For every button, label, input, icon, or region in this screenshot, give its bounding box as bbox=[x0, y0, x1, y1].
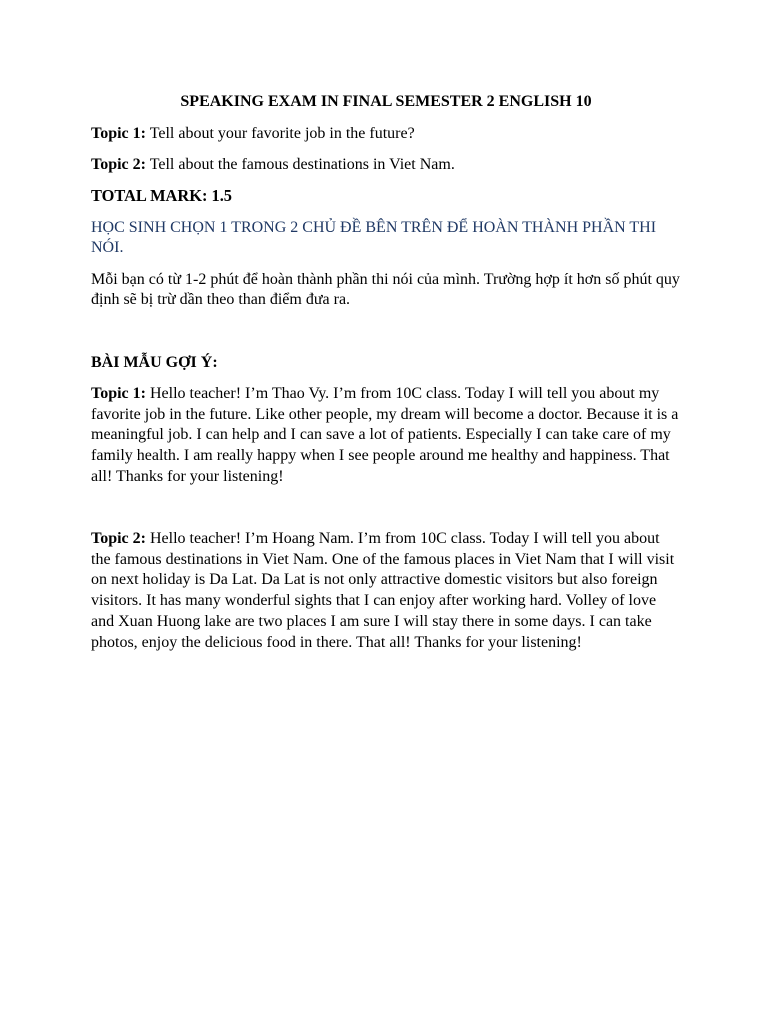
topic-1-text: Tell about your favorite job in the future? bbox=[145, 124, 415, 142]
sample-topic-1 bbox=[91, 384, 681, 488]
spacer bbox=[91, 322, 681, 353]
topic-1-line bbox=[91, 124, 681, 145]
sample-heading: BÀI MẪU GỢI Ý: bbox=[91, 353, 218, 371]
instruction-text: HỌC SINH CHỌN 1 TRONG 2 CHỦ ĐỀ BÊN TRÊN ĐỂ HOÀN THÀNH PHẦN THI NÓI. bbox=[91, 218, 657, 257]
topic-2-label: Topic 2: bbox=[91, 156, 146, 173]
sample-topic-1-label: Topic 1: bbox=[91, 384, 146, 402]
document-page bbox=[91, 92, 681, 664]
sample-topic-2-text: Hello teacher! I’m Hoang Nam. I’m from 10C class. Today I will tell you about the famous destinations in Viet Nam. One of the famous places in Viet Nam that I will visit on next holiday is Da Lat. Da Lat is not only attractive domestic visitors but also foreign visitors. It has many wonderful sights that I can enjoy after working hard. Volley of love and Xuan Huong lake are two places I am sure I will stay there in some days. I can take photos, enjoy the delicious food in there. That all! Thanks for your listening! bbox=[91, 530, 675, 651]
topic-2-line bbox=[91, 155, 681, 176]
spacer bbox=[91, 498, 681, 529]
sample-topic-2 bbox=[91, 529, 681, 653]
sample-topic-2-label: Topic 2: bbox=[91, 530, 146, 547]
time-note: Mỗi bạn có từ 1-2 phút để hoàn thành phần thi nói của mình. Trường hợp ít hơn số phút quy định sẽ bị trừ dần theo than điểm đưa ra. bbox=[91, 270, 680, 309]
document-title: SPEAKING EXAM IN FINAL SEMESTER 2 ENGLISH 10 bbox=[180, 93, 592, 110]
topic-2-text: Tell about the famous destinations in Viet Nam. bbox=[145, 156, 455, 173]
sample-topic-1-text: Hello teacher! I’m Thao Vy. I’m from 10C class. Today I will tell you about my favorite job in the future. Like other people, my dream will become a doctor. Because it is a meaningful job. I can help and I can save a lot of patients. Especially I can take care of my family health. I am really happy when I see people around me healthy and happiness. That all! Thanks for your listening! bbox=[91, 384, 679, 485]
total-mark: TOTAL MARK: 1.5 bbox=[91, 186, 232, 206]
topic-1-label: Topic 1: bbox=[91, 124, 146, 142]
